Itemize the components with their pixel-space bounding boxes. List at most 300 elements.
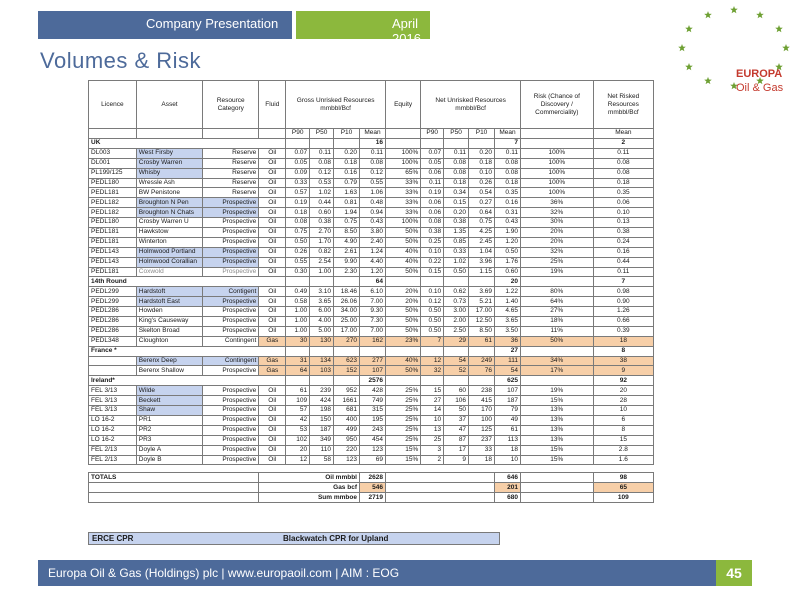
table-cell: 11% bbox=[520, 326, 593, 336]
table-cell: 0.20 bbox=[444, 208, 469, 218]
table-cell: Berenx Deep bbox=[136, 356, 202, 366]
table-cell: 20% bbox=[385, 287, 420, 297]
table-cell: 18 bbox=[593, 336, 653, 346]
table-cell: 15% bbox=[520, 455, 593, 465]
table-cell: Oil bbox=[259, 307, 286, 317]
empty-cell bbox=[286, 346, 310, 356]
table-cell: 29 bbox=[444, 336, 469, 346]
table-cell: 40% bbox=[385, 247, 420, 257]
table-cell: 2.61 bbox=[334, 247, 360, 257]
table-cell: 0.07 bbox=[286, 148, 310, 158]
footer-text: Europa Oil & Gas (Holdings) plc | www.europaoil.com | AIM : EOG bbox=[48, 566, 400, 580]
table-cell: 130 bbox=[310, 336, 334, 346]
table-cell: 162 bbox=[359, 336, 385, 346]
table-cell: Skelton Broad bbox=[136, 326, 202, 336]
table-cell: 0.18 bbox=[593, 178, 653, 188]
table-cell: 64 bbox=[286, 366, 310, 376]
table-cell: 123 bbox=[359, 445, 385, 455]
section-net-total: 20 bbox=[495, 277, 521, 287]
table-cell: 38 bbox=[593, 356, 653, 366]
table-cell: 0.30 bbox=[286, 267, 310, 277]
totals-net: 680 bbox=[495, 493, 521, 503]
table-cell: 87 bbox=[444, 435, 469, 445]
table-cell: 100% bbox=[520, 158, 593, 168]
table-row bbox=[89, 425, 654, 435]
table-cell: Prospective bbox=[203, 237, 259, 247]
table-cell: 15% bbox=[520, 396, 593, 406]
table-cell: 0.08 bbox=[310, 158, 334, 168]
table-cell: Oil bbox=[259, 425, 286, 435]
section-gross-total: 16 bbox=[359, 139, 385, 149]
table-cell: 623 bbox=[334, 356, 360, 366]
table-cell: 1.20 bbox=[359, 267, 385, 277]
table-cell: 270 bbox=[334, 336, 360, 346]
table-cell: 0.50 bbox=[495, 247, 521, 257]
table-cell: 30% bbox=[520, 218, 593, 228]
table-cell: 65% bbox=[385, 168, 420, 178]
section-risked-total: 92 bbox=[593, 376, 653, 386]
table-cell: Hawkstow bbox=[136, 228, 202, 238]
table-cell: 17.00 bbox=[334, 326, 360, 336]
section-label: France * bbox=[89, 346, 286, 356]
empty-cell bbox=[385, 473, 494, 483]
table-cell: 113 bbox=[495, 435, 521, 445]
table-cell: 52 bbox=[444, 366, 469, 376]
totals-net: 201 bbox=[495, 483, 521, 493]
table-cell: PEDL180 bbox=[89, 178, 137, 188]
table-cell: 0.05 bbox=[286, 158, 310, 168]
table-cell: PEDL181 bbox=[89, 237, 137, 247]
table-cell: 4.25 bbox=[469, 228, 495, 238]
table-cell: FEL 3/13 bbox=[89, 396, 137, 406]
table-cell: 32% bbox=[520, 247, 593, 257]
table-cell: 3.00 bbox=[444, 307, 469, 317]
empty-cell bbox=[385, 493, 494, 503]
table-cell: 0.16 bbox=[593, 247, 653, 257]
table-cell: 50% bbox=[385, 228, 420, 238]
table-cell: 239 bbox=[310, 386, 334, 396]
empty-cell bbox=[421, 346, 444, 356]
table-row bbox=[89, 445, 654, 455]
table-cell: 17 bbox=[444, 445, 469, 455]
col-asset: Asset bbox=[136, 81, 202, 129]
table-cell: 9.30 bbox=[359, 307, 385, 317]
table-row bbox=[89, 218, 654, 228]
table-cell: 12.50 bbox=[469, 317, 495, 327]
table-cell: 25% bbox=[385, 396, 420, 406]
table-cell: 50% bbox=[385, 307, 420, 317]
totals-risked: 109 bbox=[593, 493, 653, 503]
table-units-row bbox=[89, 129, 654, 139]
table-cell: 0.24 bbox=[593, 237, 653, 247]
table-row bbox=[89, 148, 654, 158]
table-cell: 8 bbox=[593, 425, 653, 435]
totals-risked: 98 bbox=[593, 473, 653, 483]
empty-cell bbox=[385, 483, 494, 493]
table-cell: 0.85 bbox=[444, 237, 469, 247]
table-cell: 60 bbox=[444, 386, 469, 396]
table-cell: Holmwood Corallian bbox=[136, 257, 202, 267]
table-cell: PEDL181 bbox=[89, 267, 137, 277]
table-row bbox=[89, 178, 654, 188]
table-row bbox=[89, 406, 654, 416]
table-cell: 23% bbox=[385, 336, 420, 346]
table-cell: 1.24 bbox=[359, 247, 385, 257]
table-cell: 18% bbox=[520, 317, 593, 327]
table-cell: 9 bbox=[593, 366, 653, 376]
table-cell: 0.55 bbox=[359, 178, 385, 188]
table-cell: 0.43 bbox=[359, 218, 385, 228]
table-cell: 349 bbox=[310, 435, 334, 445]
table-cell: 3.50 bbox=[495, 326, 521, 336]
table-cell: 0.64 bbox=[469, 208, 495, 218]
table-cell: 15% bbox=[385, 445, 420, 455]
table-cell: PEDL143 bbox=[89, 247, 137, 257]
empty-cell bbox=[89, 493, 259, 503]
table-cell: 28 bbox=[593, 396, 653, 406]
table-cell: 0.38 bbox=[593, 228, 653, 238]
table-cell: 0.75 bbox=[334, 218, 360, 228]
table-cell: 53 bbox=[286, 425, 310, 435]
table-cell: 2.45 bbox=[469, 237, 495, 247]
table-cell: Oil bbox=[259, 326, 286, 336]
empty-cell bbox=[444, 139, 469, 149]
table-row bbox=[89, 208, 654, 218]
table-row bbox=[89, 287, 654, 297]
table-cell: 36% bbox=[520, 198, 593, 208]
table-cell: 0.60 bbox=[310, 208, 334, 218]
col-licence: Licence bbox=[89, 81, 137, 129]
table-cell: 125 bbox=[469, 425, 495, 435]
table-cell: 0.50 bbox=[444, 267, 469, 277]
table-cell: 0.49 bbox=[286, 287, 310, 297]
table-cell: 106 bbox=[444, 396, 469, 406]
table-cell: 0.19 bbox=[421, 188, 444, 198]
table-cell: 0.19 bbox=[286, 198, 310, 208]
table-cell: 17.00 bbox=[469, 307, 495, 317]
col-equity: Equity bbox=[385, 81, 420, 129]
table-cell: Prospective bbox=[203, 208, 259, 218]
table-cell: Prospective bbox=[203, 257, 259, 267]
table-cell: PEDL286 bbox=[89, 317, 137, 327]
totals-unit: Gas bcf bbox=[259, 483, 360, 493]
empty-cell bbox=[89, 483, 259, 493]
table-cell: 0.09 bbox=[286, 168, 310, 178]
table-cell: Contingent bbox=[203, 336, 259, 346]
totals-label: TOTALS bbox=[89, 473, 259, 483]
section-net-total: 27 bbox=[495, 346, 521, 356]
table-cell: 3.80 bbox=[359, 228, 385, 238]
unit-p90: P90 bbox=[286, 129, 310, 139]
unit-p50: P50 bbox=[310, 129, 334, 139]
table-cell: King's Causeway bbox=[136, 317, 202, 327]
table-cell: 152 bbox=[334, 366, 360, 376]
table-cell: Oil bbox=[259, 247, 286, 257]
table-cell: Prospective bbox=[203, 317, 259, 327]
table-cell: Prospective bbox=[203, 406, 259, 416]
section-label: 14th Round bbox=[89, 277, 286, 287]
table-cell: 33 bbox=[469, 445, 495, 455]
table-cell: 0.43 bbox=[495, 218, 521, 228]
table-cell: PR2 bbox=[136, 425, 202, 435]
table-cell: Oil bbox=[259, 455, 286, 465]
table-cell: Holmwood Portland bbox=[136, 247, 202, 257]
table-cell: 17% bbox=[520, 366, 593, 376]
table-cell: 0.08 bbox=[593, 168, 653, 178]
table-cell: 0.75 bbox=[286, 228, 310, 238]
table-cell: 198 bbox=[310, 406, 334, 416]
empty-cell bbox=[520, 483, 593, 493]
table-cell: 50% bbox=[385, 237, 420, 247]
table-cell: Prospective bbox=[203, 267, 259, 277]
table-cell: 5.21 bbox=[469, 297, 495, 307]
table-cell: 49 bbox=[495, 415, 521, 425]
table-cell: 0.13 bbox=[593, 218, 653, 228]
table-cell: 3.10 bbox=[310, 287, 334, 297]
table-cell: 50% bbox=[385, 267, 420, 277]
table-cell: 7.30 bbox=[359, 317, 385, 327]
table-cell: 1.94 bbox=[334, 208, 360, 218]
table-cell: 0.10 bbox=[469, 168, 495, 178]
table-cell: 1.22 bbox=[495, 287, 521, 297]
unit-p90: P90 bbox=[421, 129, 444, 139]
logo-subtitle: Oil & Gas bbox=[736, 82, 784, 94]
table-cell: 0.62 bbox=[444, 287, 469, 297]
table-cell: 0.10 bbox=[421, 247, 444, 257]
table-cell: Prospective bbox=[203, 396, 259, 406]
table-cell: 0.11 bbox=[310, 148, 334, 158]
section-label: Ireland* bbox=[89, 376, 286, 386]
table-cell: 61 bbox=[286, 386, 310, 396]
table-cell: PEDL182 bbox=[89, 198, 137, 208]
table-cell: 20% bbox=[520, 237, 593, 247]
table-cell: Oil bbox=[259, 396, 286, 406]
table-cell: Gas bbox=[259, 366, 286, 376]
empty-cell bbox=[520, 346, 593, 356]
table-row bbox=[89, 307, 654, 317]
table-cell: Oil bbox=[259, 297, 286, 307]
empty-cell bbox=[286, 139, 310, 149]
empty-cell bbox=[469, 346, 495, 356]
table-cell: 0.22 bbox=[421, 257, 444, 267]
table-cell: 0.18 bbox=[286, 208, 310, 218]
table-cell: Reserve bbox=[203, 178, 259, 188]
table-cell: 415 bbox=[469, 396, 495, 406]
table-cell: 237 bbox=[469, 435, 495, 445]
empty-cell bbox=[310, 277, 334, 287]
table-cell: 12 bbox=[421, 356, 444, 366]
table-cell: Berenx Shallow bbox=[136, 366, 202, 376]
table-cell: FEL 3/13 bbox=[89, 386, 137, 396]
table-header-row bbox=[89, 81, 654, 129]
spacer-row bbox=[89, 465, 654, 473]
table-cell: 0.08 bbox=[421, 218, 444, 228]
table-cell: PL199/125 bbox=[89, 168, 137, 178]
table-cell: 58 bbox=[310, 455, 334, 465]
empty-cell bbox=[385, 139, 420, 149]
table-cell: 102 bbox=[286, 435, 310, 445]
col-net-risked: Net Risked Resources mmbbl/Bcf bbox=[593, 81, 653, 129]
table-cell: 100% bbox=[520, 178, 593, 188]
table-cell: Oil bbox=[259, 435, 286, 445]
table-cell: 0.08 bbox=[444, 158, 469, 168]
table-cell: DL001 bbox=[89, 158, 137, 168]
table-cell: 6.00 bbox=[310, 307, 334, 317]
star-icon bbox=[775, 25, 783, 32]
table-cell: Prospective bbox=[203, 247, 259, 257]
table-cell: 0.18 bbox=[444, 178, 469, 188]
table-cell: 7.00 bbox=[359, 297, 385, 307]
table-row bbox=[89, 455, 654, 465]
table-cell: 0.82 bbox=[310, 247, 334, 257]
table-cell: Oil bbox=[259, 445, 286, 455]
table-cell: 0.16 bbox=[495, 198, 521, 208]
table-cell: 100% bbox=[385, 218, 420, 228]
table-cell: Prospective bbox=[203, 386, 259, 396]
table-cell: 0.57 bbox=[286, 188, 310, 198]
table-cell: 20% bbox=[520, 228, 593, 238]
table-cell: 1.02 bbox=[310, 188, 334, 198]
table-cell: 0.94 bbox=[359, 208, 385, 218]
table-cell: PEDL143 bbox=[89, 257, 137, 267]
table-cell: 0.06 bbox=[421, 208, 444, 218]
table-cell: 4.90 bbox=[334, 237, 360, 247]
totals-gross: 546 bbox=[359, 483, 385, 493]
table-cell: Gas bbox=[259, 336, 286, 346]
table-cell: 0.58 bbox=[286, 297, 310, 307]
table-cell: Oil bbox=[259, 317, 286, 327]
empty-cell bbox=[520, 493, 593, 503]
table-cell: 27 bbox=[421, 396, 444, 406]
col-net: Net Unrisked Resources mmbbl/Bcf bbox=[421, 81, 521, 129]
table-body bbox=[89, 139, 654, 503]
table-cell: Reserve bbox=[203, 148, 259, 158]
empty-cell bbox=[421, 376, 444, 386]
table-cell: Prospective bbox=[203, 366, 259, 376]
table-cell: Reserve bbox=[203, 158, 259, 168]
table-cell: PEDL299 bbox=[89, 287, 137, 297]
table-cell: 0.18 bbox=[495, 178, 521, 188]
col-resource-category: Resource Category bbox=[203, 81, 259, 129]
table-cell: 25 bbox=[421, 435, 444, 445]
table-cell: 100% bbox=[385, 158, 420, 168]
unit-p10: P10 bbox=[469, 129, 495, 139]
table-cell: 69 bbox=[359, 455, 385, 465]
table-cell: Broughton N Pen bbox=[136, 198, 202, 208]
table-cell: 0.79 bbox=[334, 178, 360, 188]
table-cell: Hardstoft East bbox=[136, 297, 202, 307]
section-row bbox=[89, 376, 654, 386]
table-cell: 13% bbox=[520, 435, 593, 445]
table-cell: 0.11 bbox=[444, 148, 469, 158]
volumes-risk-table-wrap bbox=[88, 80, 654, 546]
empty-cell bbox=[385, 277, 420, 287]
table-cell: Contingent bbox=[203, 356, 259, 366]
table-cell: 25% bbox=[385, 386, 420, 396]
table-cell: 13% bbox=[520, 415, 593, 425]
table-cell: 1.04 bbox=[469, 247, 495, 257]
table-cell: 20 bbox=[286, 445, 310, 455]
cpr-source-bar bbox=[88, 532, 500, 545]
section-risked-total: 2 bbox=[593, 139, 653, 149]
table-cell: 1.40 bbox=[495, 297, 521, 307]
table-cell: PR3 bbox=[136, 435, 202, 445]
table-cell: Doyle B bbox=[136, 455, 202, 465]
section-risked-total: 7 bbox=[593, 277, 653, 287]
table-cell: 0.15 bbox=[444, 198, 469, 208]
table-cell: Howden bbox=[136, 307, 202, 317]
section-row bbox=[89, 139, 654, 149]
table-cell: LO 16-2 bbox=[89, 435, 137, 445]
table-cell: 33% bbox=[385, 178, 420, 188]
empty-cell bbox=[469, 277, 495, 287]
totals-row bbox=[89, 473, 654, 483]
table-cell: 8.50 bbox=[334, 228, 360, 238]
table-cell: 454 bbox=[359, 435, 385, 445]
table-row bbox=[89, 356, 654, 366]
table-cell: 27% bbox=[520, 307, 593, 317]
empty-cell bbox=[334, 277, 360, 287]
date-label: April 2016 bbox=[392, 16, 421, 46]
empty-cell bbox=[444, 346, 469, 356]
table-cell: 111 bbox=[495, 356, 521, 366]
empty-cell bbox=[310, 346, 334, 356]
table-cell: 50% bbox=[520, 336, 593, 346]
table-cell: 0.38 bbox=[421, 228, 444, 238]
table-cell: 25% bbox=[385, 425, 420, 435]
table-cell: 150 bbox=[310, 415, 334, 425]
table-cell: 0.06 bbox=[593, 198, 653, 208]
col-fluid: Fluid bbox=[259, 81, 286, 129]
col-risk: Risk (Chance of Discovery / Commerciality) bbox=[520, 81, 593, 129]
table-cell: 187 bbox=[495, 396, 521, 406]
table-cell: 0.44 bbox=[310, 198, 334, 208]
table-cell: 1.70 bbox=[310, 237, 334, 247]
table-row bbox=[89, 267, 654, 277]
table-cell: 0.34 bbox=[444, 188, 469, 198]
table-row bbox=[89, 366, 654, 376]
table-cell: 0.26 bbox=[469, 178, 495, 188]
table-cell: Oil bbox=[259, 148, 286, 158]
table-cell: 0.81 bbox=[334, 198, 360, 208]
empty-cell bbox=[520, 473, 593, 483]
table-cell: 7.00 bbox=[359, 326, 385, 336]
table-cell: 2.70 bbox=[310, 228, 334, 238]
table-cell: Hardstoft bbox=[136, 287, 202, 297]
star-icon bbox=[756, 11, 764, 18]
table-cell: 1.00 bbox=[310, 267, 334, 277]
table-cell: 25% bbox=[520, 257, 593, 267]
table-cell: Oil bbox=[259, 257, 286, 267]
table-cell: Crosby Warren bbox=[136, 158, 202, 168]
table-cell: 2.40 bbox=[359, 237, 385, 247]
table-cell: 15 bbox=[593, 435, 653, 445]
table-cell: 0.33 bbox=[444, 247, 469, 257]
table-row bbox=[89, 247, 654, 257]
table-cell: Oil bbox=[259, 406, 286, 416]
totals-gross: 2628 bbox=[359, 473, 385, 483]
table-cell: 123 bbox=[334, 455, 360, 465]
table-cell: 0.73 bbox=[444, 297, 469, 307]
table-cell: 54 bbox=[444, 356, 469, 366]
table-cell: 0.44 bbox=[593, 257, 653, 267]
table-row bbox=[89, 326, 654, 336]
table-cell: 0.75 bbox=[469, 218, 495, 228]
table-cell: 54 bbox=[495, 366, 521, 376]
table-cell: Doyle A bbox=[136, 445, 202, 455]
table-cell: 1.76 bbox=[495, 257, 521, 267]
empty-cell bbox=[286, 277, 310, 287]
